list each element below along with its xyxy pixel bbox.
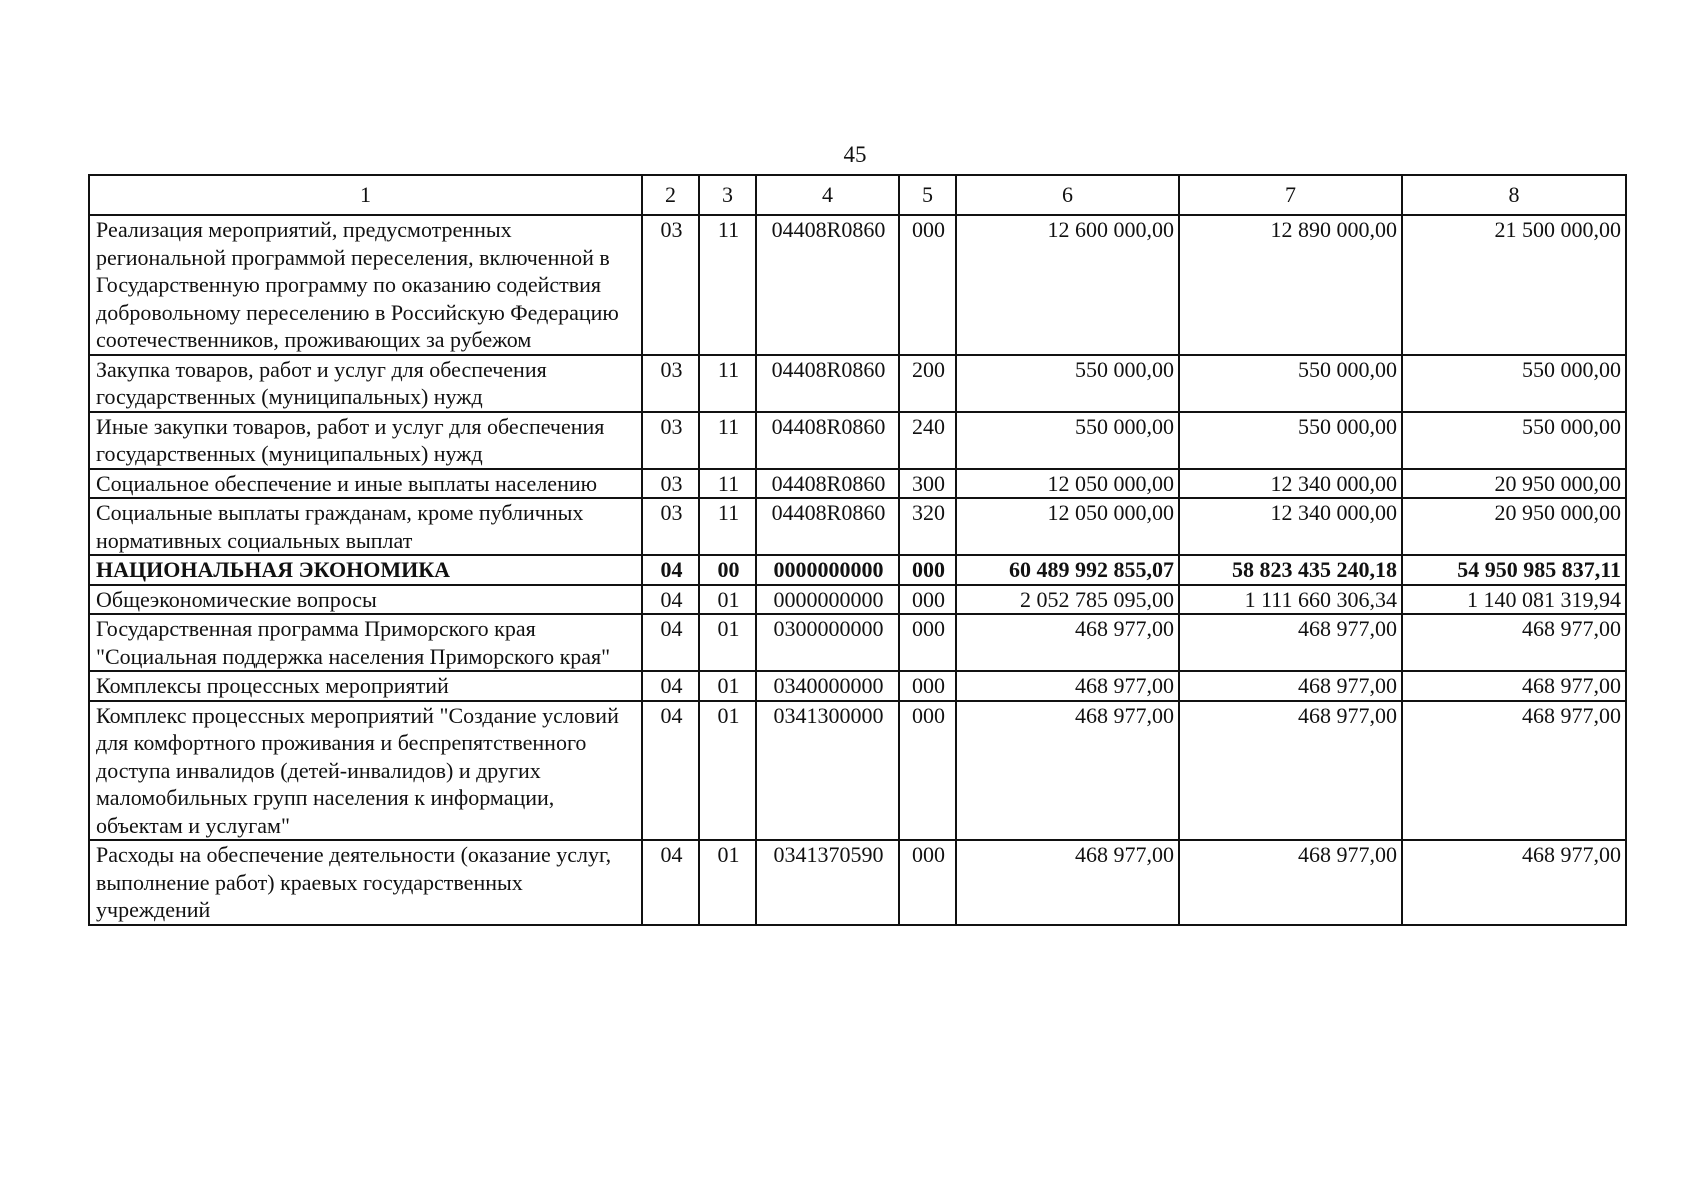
row-name-cell: Расходы на обеспечение деятельности (оказание услуг, выполнение работ) краевых государственных учреждений: [89, 840, 642, 925]
target-article-cell: 04408R0860: [756, 355, 899, 412]
expense-type-cell: 000: [899, 555, 956, 585]
amount-cell-year-3: 20 950 000,00: [1402, 469, 1626, 499]
column-header: 6: [956, 175, 1179, 215]
expense-type-cell: 000: [899, 585, 956, 615]
row-name-cell: Общеэкономические вопросы: [89, 585, 642, 615]
target-article-cell: 04408R0860: [756, 215, 899, 355]
row-name-cell: Комплекс процессных мероприятий "Создание условий для комфортного проживания и беспрепятственного доступа инвалидов (детей-инвалидов) и других маломобильных групп населения к информации, объектам и услугам": [89, 701, 642, 841]
budget-table: [88, 174, 1627, 926]
column-header: 7: [1179, 175, 1402, 215]
amount-cell-year-1: 12 050 000,00: [956, 469, 1179, 499]
section-code-cell: 04: [642, 840, 699, 925]
page-number: 45: [843, 142, 867, 167]
subsection-code-cell: 01: [699, 840, 756, 925]
amount-cell-year-2: 1 111 660 306,34: [1179, 585, 1402, 615]
subsection-code-cell: 11: [699, 498, 756, 555]
subsection-code-cell: 01: [699, 585, 756, 615]
amount-cell-year-2: 468 977,00: [1179, 671, 1402, 701]
table-row: [89, 840, 1626, 925]
target-article-cell: 04408R0860: [756, 469, 899, 499]
subsection-code-cell: 01: [699, 614, 756, 671]
table-row: [89, 355, 1626, 412]
target-article-cell: 0000000000: [756, 585, 899, 615]
amount-cell-year-3: 550 000,00: [1402, 355, 1626, 412]
section-code-cell: 04: [642, 555, 699, 585]
amount-cell-year-3: 468 977,00: [1402, 671, 1626, 701]
column-header: 4: [756, 175, 899, 215]
expense-type-cell: 000: [899, 840, 956, 925]
subsection-code-cell: 11: [699, 355, 756, 412]
amount-cell-year-1: 468 977,00: [956, 840, 1179, 925]
target-article-cell: 04408R0860: [756, 412, 899, 469]
amount-cell-year-3: 468 977,00: [1402, 701, 1626, 841]
amount-cell-year-2: 550 000,00: [1179, 412, 1402, 469]
target-article-cell: 0340000000: [756, 671, 899, 701]
subsection-code-cell: 01: [699, 701, 756, 841]
section-code-cell: 03: [642, 355, 699, 412]
amount-cell-year-1: 12 050 000,00: [956, 498, 1179, 555]
target-article-cell: 0300000000: [756, 614, 899, 671]
section-code-cell: 04: [642, 671, 699, 701]
section-code-cell: 04: [642, 701, 699, 841]
expense-type-cell: 000: [899, 671, 956, 701]
table-row: [89, 701, 1626, 841]
section-code-cell: 04: [642, 614, 699, 671]
target-article-cell: 0000000000: [756, 555, 899, 585]
amount-cell-year-3: 54 950 985 837,11: [1402, 555, 1626, 585]
row-name-cell: Социальные выплаты гражданам, кроме публичных нормативных социальных выплат: [89, 498, 642, 555]
amount-cell-year-1: 468 977,00: [956, 671, 1179, 701]
amount-cell-year-2: 12 890 000,00: [1179, 215, 1402, 355]
amount-cell-year-1: 2 052 785 095,00: [956, 585, 1179, 615]
amount-cell-year-1: 550 000,00: [956, 412, 1179, 469]
expense-type-cell: 000: [899, 701, 956, 841]
subsection-code-cell: 11: [699, 469, 756, 499]
subsection-code-cell: 11: [699, 215, 756, 355]
column-header: 1: [89, 175, 642, 215]
section-code-cell: 03: [642, 412, 699, 469]
table-row: [89, 498, 1626, 555]
amount-cell-year-1: 550 000,00: [956, 355, 1179, 412]
amount-cell-year-2: 12 340 000,00: [1179, 469, 1402, 499]
table-row: [89, 614, 1626, 671]
expense-type-cell: 320: [899, 498, 956, 555]
row-name-cell: Комплексы процессных мероприятий: [89, 671, 642, 701]
amount-cell-year-3: 1 140 081 319,94: [1402, 585, 1626, 615]
subsection-code-cell: 00: [699, 555, 756, 585]
amount-cell-year-3: 468 977,00: [1402, 840, 1626, 925]
column-header: 2: [642, 175, 699, 215]
row-name-cell: Закупка товаров, работ и услуг для обеспечения государственных (муниципальных) нужд: [89, 355, 642, 412]
amount-cell-year-2: 12 340 000,00: [1179, 498, 1402, 555]
table-row: [89, 412, 1626, 469]
section-code-cell: 04: [642, 585, 699, 615]
section-code-cell: 03: [642, 215, 699, 355]
amount-cell-year-2: 550 000,00: [1179, 355, 1402, 412]
column-header: 5: [899, 175, 956, 215]
section-code-cell: 03: [642, 469, 699, 499]
subsection-code-cell: 01: [699, 671, 756, 701]
row-name-cell: Реализация мероприятий, предусмотренных региональной программой переселения, включенной в Государственную программу по оказанию содействия добровольному переселению в Российскую Федерацию соотечественников, проживающих за рубежом: [89, 215, 642, 355]
amount-cell-year-3: 20 950 000,00: [1402, 498, 1626, 555]
amount-cell-year-2: 468 977,00: [1179, 701, 1402, 841]
amount-cell-year-3: 21 500 000,00: [1402, 215, 1626, 355]
expense-type-cell: 240: [899, 412, 956, 469]
table-row: [89, 215, 1626, 355]
expense-type-cell: 000: [899, 215, 956, 355]
amount-cell-year-3: 468 977,00: [1402, 614, 1626, 671]
amount-cell-year-1: 468 977,00: [956, 701, 1179, 841]
amount-cell-year-1: 60 489 992 855,07: [956, 555, 1179, 585]
column-header: 3: [699, 175, 756, 215]
amount-cell-year-2: 58 823 435 240,18: [1179, 555, 1402, 585]
row-name-cell: Иные закупки товаров, работ и услуг для обеспечения государственных (муниципальных) нужд: [89, 412, 642, 469]
amount-cell-year-2: 468 977,00: [1179, 614, 1402, 671]
section-code-cell: 03: [642, 498, 699, 555]
amount-cell-year-1: 468 977,00: [956, 614, 1179, 671]
target-article-cell: 0341370590: [756, 840, 899, 925]
table-row: [89, 671, 1626, 701]
expense-type-cell: 300: [899, 469, 956, 499]
amount-cell-year-1: 12 600 000,00: [956, 215, 1179, 355]
table-row: [89, 555, 1626, 585]
expense-type-cell: 200: [899, 355, 956, 412]
row-name-cell: Государственная программа Приморского края "Социальная поддержка населения Приморского края": [89, 614, 642, 671]
amount-cell-year-2: 468 977,00: [1179, 840, 1402, 925]
subsection-code-cell: 11: [699, 412, 756, 469]
header-row: [89, 175, 1626, 215]
expense-type-cell: 000: [899, 614, 956, 671]
amount-cell-year-3: 550 000,00: [1402, 412, 1626, 469]
table-row: [89, 469, 1626, 499]
target-article-cell: 04408R0860: [756, 498, 899, 555]
table-row: [89, 585, 1626, 615]
row-name-cell: Социальное обеспечение и иные выплаты населению: [89, 469, 642, 499]
row-name-cell: НАЦИОНАЛЬНАЯ ЭКОНОМИКА: [89, 555, 642, 585]
target-article-cell: 0341300000: [756, 701, 899, 841]
column-header: 8: [1402, 175, 1626, 215]
